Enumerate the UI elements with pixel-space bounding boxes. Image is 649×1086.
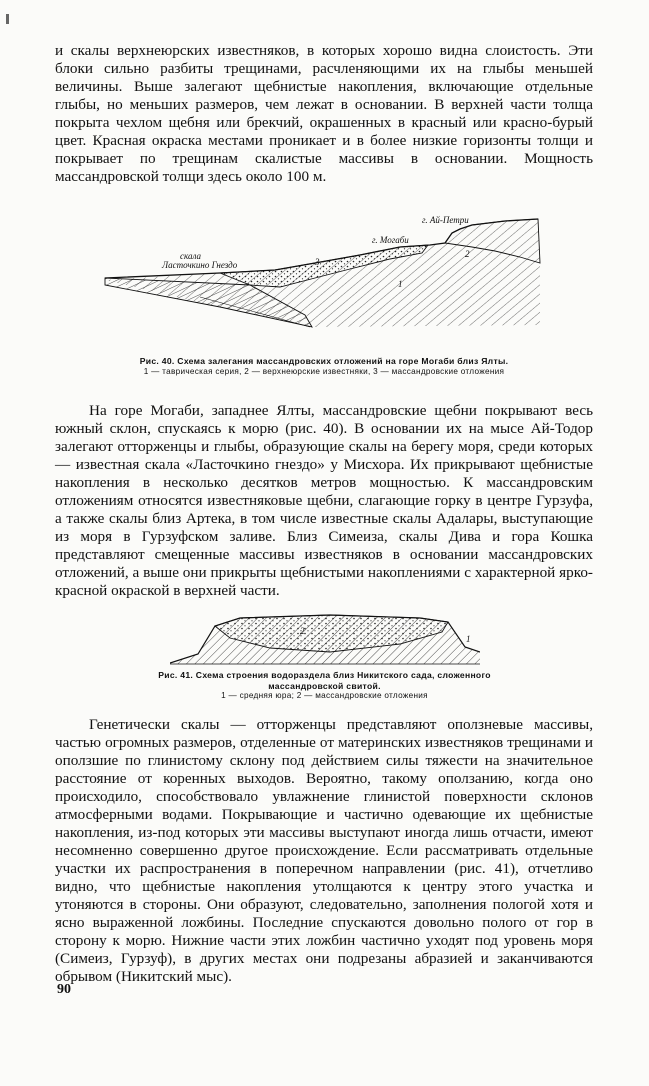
label-skala: скала xyxy=(180,251,202,261)
label-2: 2 xyxy=(300,626,305,636)
scan-margin-mark xyxy=(6,14,9,24)
figure-41-caption xyxy=(128,670,521,701)
label-3: 3 xyxy=(315,257,320,267)
figure-41-diagram xyxy=(170,612,480,666)
label-1: 1 xyxy=(398,279,403,289)
paragraph-1: и скалы верхнеюрских известняков, в которых хорошо видна слоистость. Эти блоки сильно разбиты трещинами, расчленяющими их на глыбы меньшей величины. Выше залегают щебнистые накопления, включающие отдельные глыбы, но меньших размеров, чем лежат в основании. В верхней части толща покрыта чехлом щебня или брекчий, окрашенных в красный или красно-бурый цвет. Красная окраска местами проникает и в более низкие горизонты толщи и покрывает по трещинам скалистые массивы в основании. Мощность массандровской толщи здесь около 100 м. xyxy=(55,42,593,185)
label-ai-petri: г. Ай-Петри xyxy=(422,215,469,225)
label-lastochkino-gnezdo: Ласточкино Гнездо xyxy=(162,260,238,270)
paragraph-2: На горе Могаби, западнее Ялты, массандровские щебни покрывают весь южный склон, спускаясь к морю (рис. 40). В основании их на мысе Ай-Тодор залегают отторженцы и глыбы, образующие скалы на берегу моря, среди которых — известная скала «Ласточкино гнездо» у Мисхора. Их прикрывают щебнистые накопления в несколько десятков метров мощностью. К массандровским отложениям относятся известняковые щебни, слагающие горку в центре Гурзуфа, а также скалы близ Артека, в том числе известные скалы Адалары, выступающие из моря в Гурзуфском заливе. Близ Симеиза, скалы Дива и гора Кошка представляют смещенные массивы известняков в основании массандровских отложений, а выше они прикрыты щебнистыми накоплениями с характерной ярко-красной окраской в верхней части. xyxy=(55,402,593,599)
figure-40-caption-legend: 1 — таврическая серия, 2 — верхнеюрские известняки, 3 — массандровские отложения xyxy=(143,366,505,376)
label-2: 2 xyxy=(465,249,470,259)
figure-40-diagram xyxy=(100,215,545,345)
figure-41-caption-legend: 1 — средняя юра; 2 — массандровские отложения xyxy=(221,691,428,700)
label-1: 1 xyxy=(466,634,471,644)
page-number: 90 xyxy=(57,982,71,997)
label-mogabi: г. Могаби xyxy=(372,235,409,245)
paragraph-3: Генетически скалы — отторженцы представляют оползневые массивы, частью огромных размеров, отделенные от материнских известняков трещинами и оползшие по глинистому склону под действием силы тяжести на значительное расстояние от коренных выходов. Вероятно, такому оползанию, когда оно происходило, способствовало увлажнение глинистой поверхности склонов атмосферными водами. Покрывающие и частично одевающие их щебнистые накопления, из-под которых эти массивы выступают иногда лишь отчасти, имеют несомненно совершенно другое происхождение. Если рассматривать отдельные участки их распространения в поперечном направлении (рис. 41), отчетливо видно, что щебнистые накопления утолщаются к центру этого участка и утоняются в стороны. Они образуют, следовательно, заполнения пологой хотя и ясно выраженной ложбины. Последние спускаются довольно полого от гор в сторону к морю. Нижние части этих ложбин частично уходят под уровень моря (Симеиз, Гурзуф), в других местах они подрезаны абразией и заканчиваются обрывом (Никитский мыс). xyxy=(55,716,593,985)
figure-40-caption-title: Рис. 40. Схема залегания массандровских отложений на горе Могаби близ Ялты. xyxy=(139,356,509,366)
figure-41-caption-title: Рис. 41. Схема строения водораздела близ Никитского сада, сложенного массандровской свитой. xyxy=(158,670,491,691)
figure-40-caption xyxy=(98,356,550,377)
